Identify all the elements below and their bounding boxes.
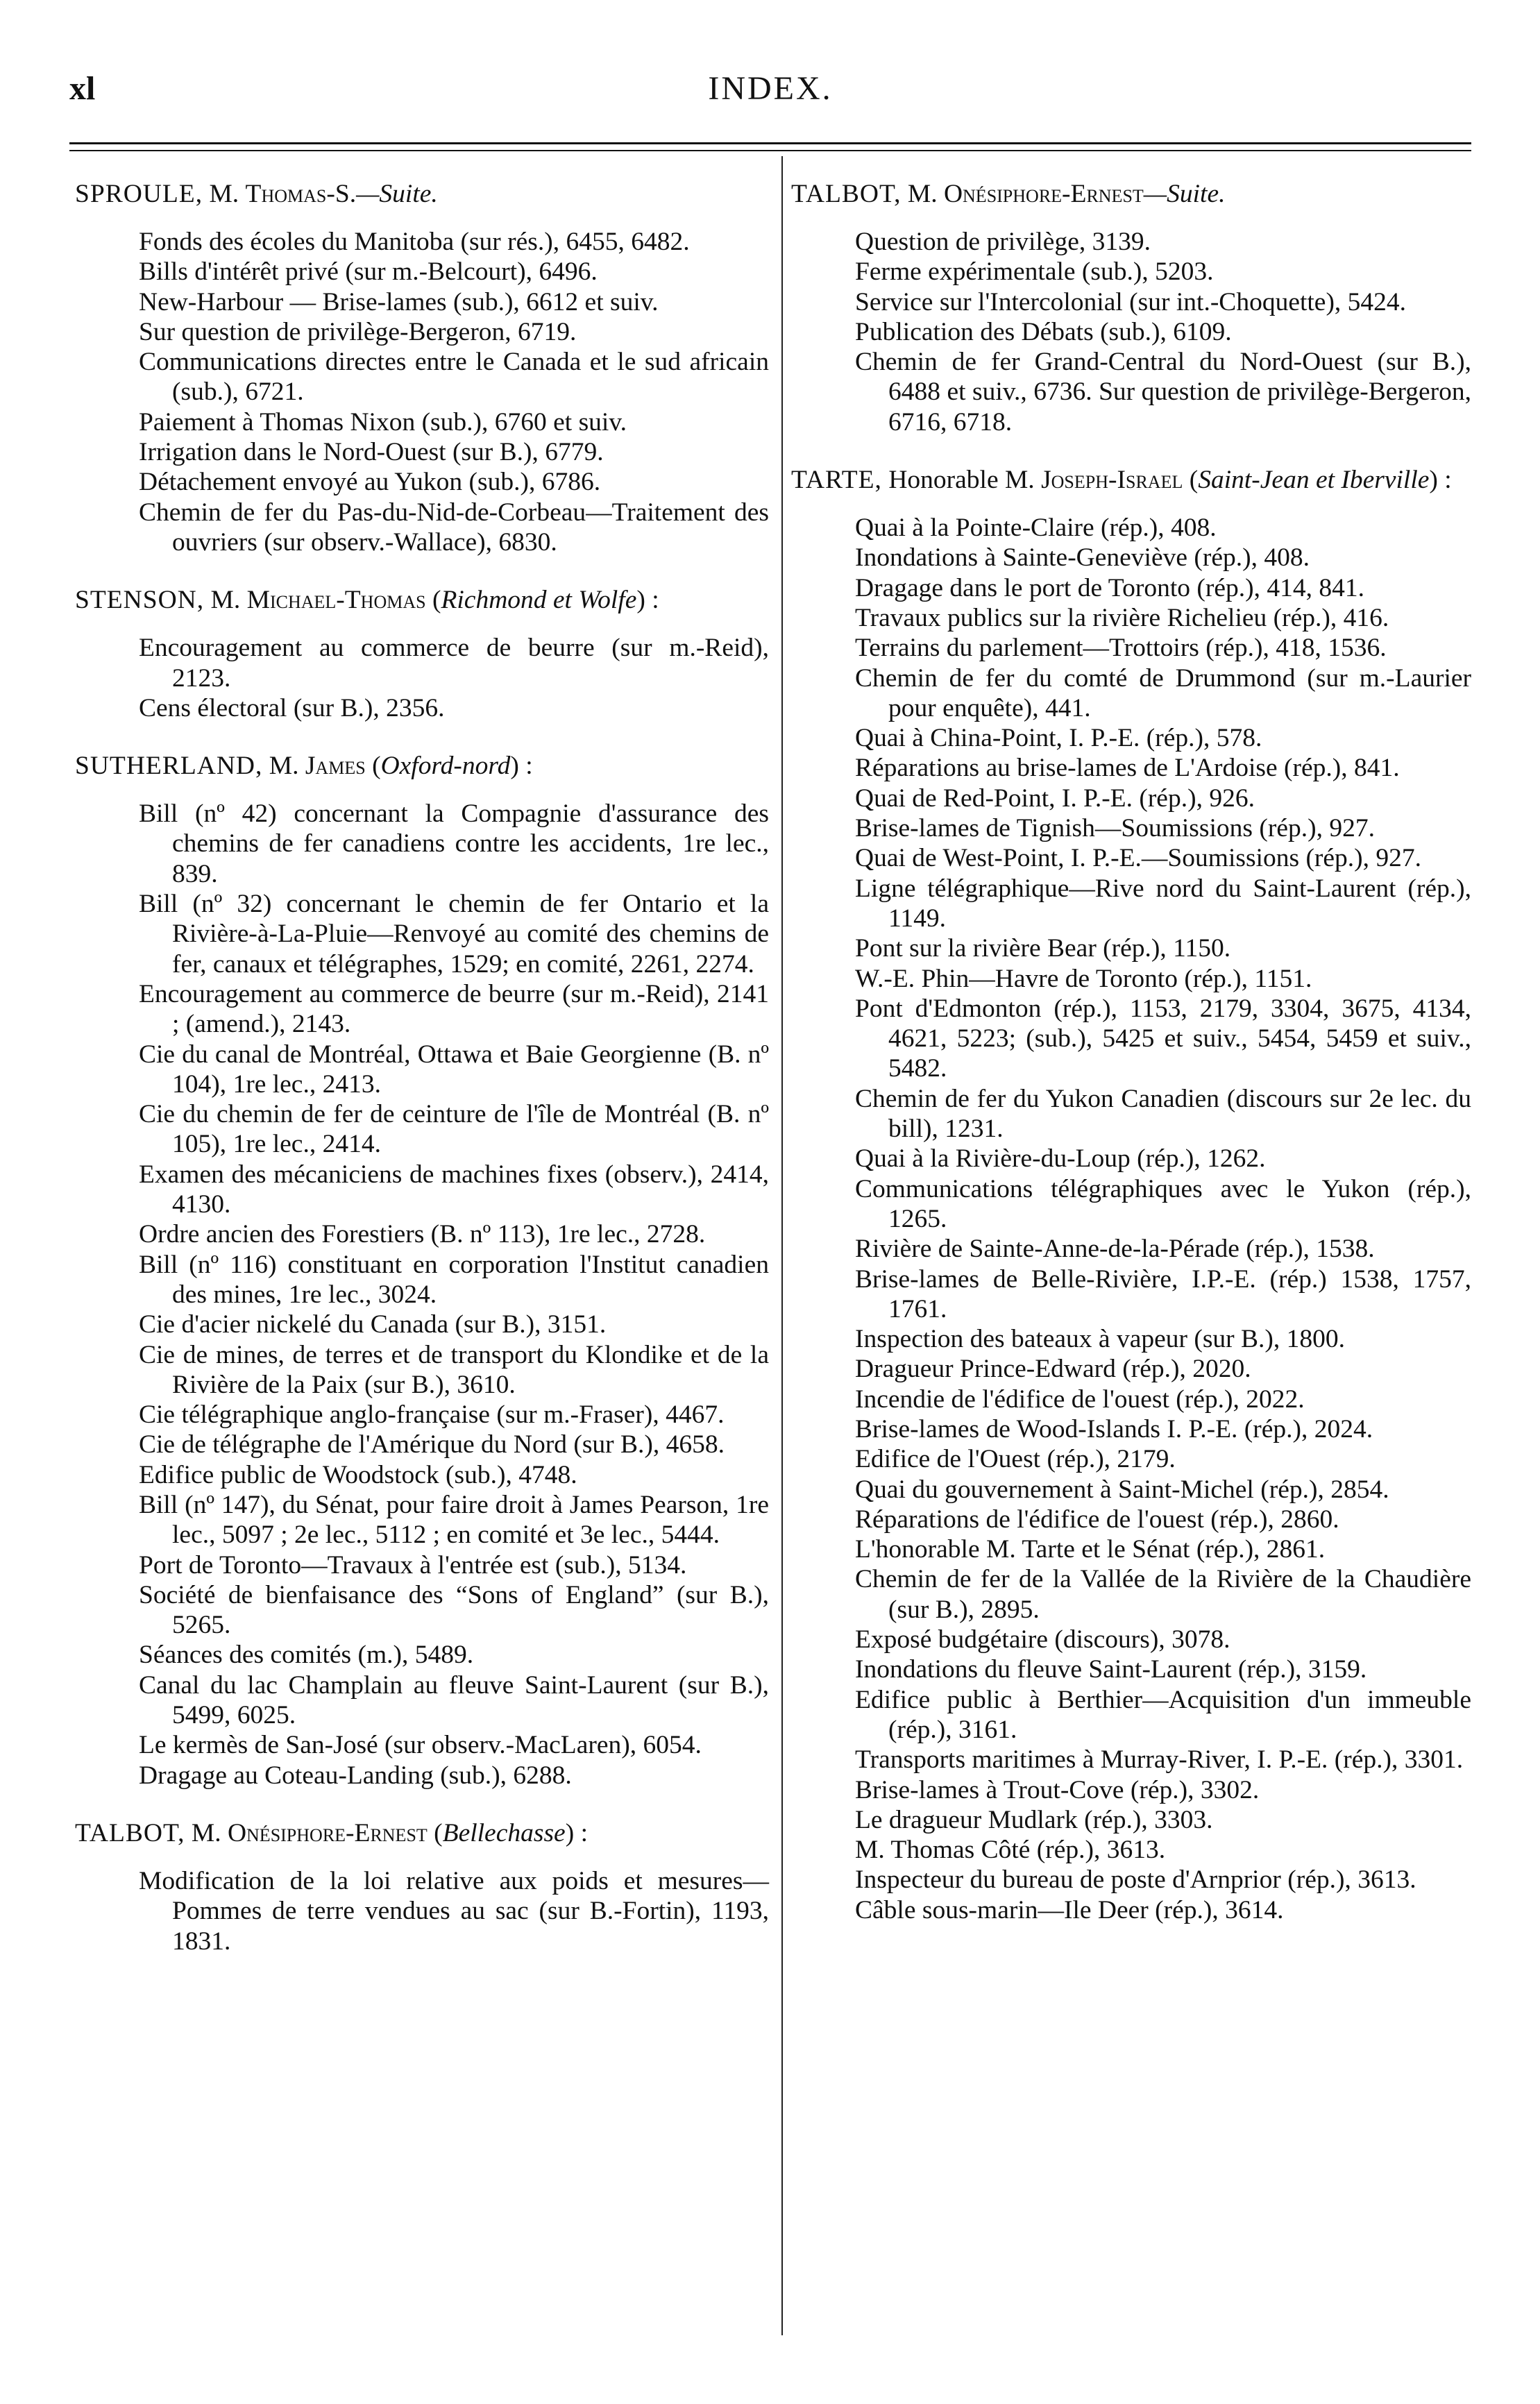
entry-heading: SUTHERLAND, M. James (Oxford-nord) :: [75, 752, 533, 781]
column-divider: [781, 156, 783, 2335]
heading-suffix: :: [574, 1818, 588, 1847]
member-given-name: James: [305, 752, 366, 781]
member-riding: Bellechasse: [442, 1818, 566, 1847]
index-item: Encouragement au commerce de beurre (sur m.-Reid), 2123.: [139, 634, 769, 693]
index-item: Canal du lac Champlain au fleuve Saint-Laurent (sur B.), 5499, 6025.: [139, 1670, 769, 1730]
index-item: Séances des comités (m.), 5489.: [139, 1641, 474, 1670]
index-item: Publication des Débats (sub.), 6109.: [855, 317, 1232, 346]
heading-suffix: :: [645, 586, 659, 615]
index-entry: [791, 179, 1471, 437]
index-item: L'honorable M. Tarte et le Sénat (rép.), 2861.: [855, 1535, 1326, 1564]
member-title: M.: [209, 180, 239, 208]
member-given-name: Michael-Thomas: [246, 586, 426, 615]
index-item: Bill (nº 116) constituant en corporation l'Institut canadien des mines, 1re lec., 3024.: [139, 1250, 769, 1309]
index-item: Dragueur Prince-Edward (rép.), 2020.: [855, 1355, 1251, 1384]
index-item: Cens électoral (sur B.), 2356.: [139, 693, 445, 722]
member-title: M.: [907, 180, 938, 208]
index-item: Cie du chemin de fer de ceinture de l'île de Montréal (B. nº 105), 1re lec., 2414.: [139, 1100, 769, 1159]
index-item: Quai à la Rivière-du-Loup (rép.), 1262.: [855, 1144, 1266, 1174]
page-number: xl: [69, 70, 96, 107]
index-item: Question de privilège, 3139.: [855, 228, 1151, 256]
entry-items: [75, 799, 769, 1791]
member-title: M.: [210, 586, 241, 615]
entry-items: [75, 633, 769, 723]
index-item: Exposé budgétaire (discours), 3078.: [855, 1625, 1230, 1654]
index-item: Fonds des écoles du Manitoba (sur rés.), 6455, 6482.: [139, 228, 690, 256]
member-surname: STENSON,: [75, 586, 205, 615]
index-item: Quai à la Pointe-Claire (rép.), 408.: [855, 514, 1217, 543]
index-item: Quai du gouvernement à Saint-Michel (rép.), 2854.: [855, 1475, 1389, 1504]
index-item: Edifice de l'Ouest (rép.), 2179.: [855, 1445, 1176, 1474]
member-given-name: Joseph-Israel: [1041, 466, 1183, 495]
index-item: Modification de la loi relative aux poids et mesures—Pommes de terre vendues au sac (sur B.-Fortin), 1193, 1831.: [139, 1866, 769, 1956]
index-item: Incendie de l'édifice de l'ouest (rép.), 2022.: [855, 1385, 1305, 1414]
entry-items: [75, 1866, 769, 1956]
index-item: W.-E. Phin—Havre de Toronto (rép.), 1151.: [855, 964, 1312, 993]
index-item: Pont sur la rivière Bear (rép.), 1150.: [855, 934, 1231, 963]
index-item: Chemin de fer Grand-Central du Nord-Ouest (sur B.), 6488 et suiv., 6736. Sur question de privilège-Bergeron, 6716, 6718.: [855, 348, 1471, 437]
index-item: Quai à China-Point, I. P.-E. (rép.), 578.: [855, 724, 1262, 753]
index-item: New-Harbour — Brise-lames (sub.), 6612 et suiv.: [139, 287, 659, 316]
index-item: Société de bienfaisance des “Sons of England” (sur B.), 5265.: [139, 1580, 769, 1640]
index-item: Cie d'acier nickelé du Canada (sur B.), 3151.: [139, 1310, 607, 1339]
index-item: Quai de West-Point, I. P.-E.—Soumissions (rép.), 927.: [855, 844, 1422, 873]
index-item: Cie du canal de Montréal, Ottawa et Baie Georgienne (B. nº 104), 1re lec., 2413.: [139, 1040, 769, 1099]
heading-suffix: :: [1437, 466, 1452, 495]
index-item: Chemin de fer du Pas-du-Nid-de-Corbeau—Traitement des ouvriers (sur observ.-Wallace), 6830.: [139, 498, 769, 557]
index-item: Dragage dans le port de Toronto (rép.), 414, 841.: [855, 573, 1364, 602]
index-entry: [75, 751, 769, 1791]
right-column: [791, 179, 1471, 1953]
index-item: Brise-lames à Trout-Cove (rép.), 3302.: [855, 1775, 1260, 1804]
index-item: Détachement envoyé au Yukon (sub.), 6786.: [139, 468, 601, 497]
index-item: Dragage au Coteau-Landing (sub.), 6288.: [139, 1761, 572, 1790]
index-item: Câble sous-marin—Ile Deer (rép.), 3614.: [855, 1895, 1284, 1924]
member-surname: SUTHERLAND,: [75, 752, 263, 781]
index-item: Brise-lames de Wood-Islands I. P.-E. (rép.), 2024.: [855, 1414, 1373, 1444]
index-item: Sur question de privilège-Bergeron, 6719.: [139, 317, 577, 346]
member-title: Honorable M.: [888, 466, 1035, 495]
member-given-name: Thomas-S.: [245, 180, 357, 208]
left-column: [75, 179, 769, 1984]
heading-suffix: —Suite.: [1143, 180, 1226, 208]
entry-items: [75, 227, 769, 557]
index-item: Chemin de fer de la Vallée de la Rivière de la Chaudière (sur B.), 2895.: [855, 1565, 1471, 1624]
index-item: Quai de Red-Point, I. P.-E. (rép.), 926.: [855, 784, 1255, 813]
member-title: M.: [191, 1818, 221, 1847]
member-riding: Oxford-nord: [380, 752, 511, 781]
index-item: Chemin de fer du Yukon Canadien (discours sur 2e lec. du bill), 1231.: [855, 1084, 1471, 1144]
index-item: Bill (nº 147), du Sénat, pour faire droit à James Pearson, 1re lec., 5097 ; 2e lec., 5112 ; en comité et 3e lec., 5444.: [139, 1490, 769, 1550]
index-item: Bill (nº 42) concernant la Compagnie d'assurance des chemins de fer canadiens contre les accidents, 1re lec., 839.: [139, 799, 769, 888]
index-item: Examen des mécaniciens de machines fixes (observ.), 2414, 4130.: [139, 1160, 769, 1219]
index-item: Réparations au brise-lames de L'Ardoise (rép.), 841.: [855, 754, 1400, 783]
member-riding: Richmond et Wolfe: [441, 586, 637, 615]
index-item: Edifice public à Berthier—Acquisition d'un immeuble (rép.), 3161.: [855, 1685, 1471, 1744]
index-entry: [791, 465, 1471, 1925]
index-item: Inondations du fleuve Saint-Laurent (rép.), 3159.: [855, 1655, 1367, 1684]
member-title: M.: [269, 752, 299, 781]
index-item: Edifice public de Woodstock (sub.), 4748.: [139, 1460, 577, 1489]
index-item: Inondations à Sainte-Geneviève (rép.), 408.: [855, 543, 1310, 573]
index-item: Terrains du parlement—Trottoirs (rép.), 418, 1536.: [855, 634, 1387, 663]
entry-heading: TARTE, Honorable M. Joseph-Israel (Saint-Jean et Iberville) :: [791, 466, 1452, 495]
index-item: Paiement à Thomas Nixon (sub.), 6760 et suiv.: [139, 407, 627, 437]
index-item: Rivière de Sainte-Anne-de-la-Pérade (rép.), 1538.: [855, 1235, 1375, 1264]
index-item: Bills d'intérêt privé (sur m.-Belcourt), 6496.: [139, 257, 598, 287]
index-item: Inspecteur du bureau de poste d'Arnprior (rép.), 3613.: [855, 1865, 1416, 1895]
index-entry: [75, 179, 769, 557]
index-item: Transports maritimes à Murray-River, I. P.-E. (rép.), 3301.: [855, 1745, 1464, 1775]
index-item: Pont d'Edmonton (rép.), 1153, 2179, 3304, 3675, 4134, 4621, 5223; (sub.), 5425 et suiv., 5454, 5459 et suiv., 5482.: [855, 994, 1471, 1083]
index-item: Brise-lames de Belle-Rivière, I.P.-E. (rép.) 1538, 1757, 1761.: [855, 1264, 1471, 1323]
index-item: Service sur l'Intercolonial (sur int.-Choquette), 5424.: [855, 287, 1407, 316]
index-item: Communications directes entre le Canada et le sud africain (sub.), 6721.: [139, 348, 769, 407]
index-item: Ordre ancien des Forestiers (B. nº 113), 1re lec., 2728.: [139, 1220, 706, 1249]
heading-suffix: :: [518, 752, 533, 781]
entry-heading: [791, 179, 1471, 209]
index-item: Port de Toronto—Travaux à l'entrée est (sub.), 5134.: [139, 1550, 687, 1580]
index-item: Réparations de l'édifice de l'ouest (rép.), 2860.: [855, 1505, 1339, 1534]
member-surname: TARTE,: [791, 466, 882, 495]
entry-heading: [75, 179, 769, 209]
running-title: INDEX.: [708, 70, 833, 107]
index-item: Communications télégraphiques avec le Yukon (rép.), 1265.: [855, 1174, 1471, 1233]
index-item: Cie de mines, de terres et de transport du Klondike et de la Rivière de la Paix (sur B.), 3610.: [139, 1340, 769, 1399]
entry-items: [791, 227, 1471, 437]
entry-heading: STENSON, M. Michael-Thomas (Richmond et Wolfe) :: [75, 586, 659, 615]
member-given-name: Onésiphore-Ernest: [943, 180, 1144, 208]
index-entry: [75, 585, 769, 723]
index-item: Le dragueur Mudlark (rép.), 3303.: [855, 1805, 1213, 1834]
index-item: Cie télégraphique anglo-française (sur m.-Fraser), 4467.: [139, 1400, 725, 1430]
index-item: Irrigation dans le Nord-Ouest (sur B.), 6779.: [139, 438, 604, 467]
member-riding: Saint-Jean et Iberville: [1198, 466, 1430, 495]
header-rule: [69, 142, 1471, 144]
page-header: [69, 69, 1471, 118]
index-item: Encouragement au commerce de beurre (sur m.-Reid), 2141 ; (amend.), 2143.: [139, 979, 769, 1039]
entry-heading: TALBOT, M. Onésiphore-Ernest (Bellechasse) :: [75, 1818, 588, 1847]
index-item: Bill (nº 32) concernant le chemin de fer Ontario et la Rivière-à-La-Pluie—Renvoyé au comité des chemins de fer, canaux et télégraphes, 1529; en comité, 2261, 2274.: [139, 890, 769, 979]
index-item: Cie de télégraphe de l'Amérique du Nord (sur B.), 4658.: [139, 1430, 725, 1459]
index-item: Brise-lames de Tignish—Soumissions (rép.), 927.: [855, 814, 1375, 843]
index-item: Le kermès de San-José (sur observ.-MacLaren), 6054.: [139, 1731, 702, 1760]
index-entry: [75, 1818, 769, 1956]
index-item: M. Thomas Côté (rép.), 3613.: [855, 1836, 1166, 1865]
member-given-name: Onésiphore-Ernest: [227, 1818, 428, 1847]
member-surname: SPROULE,: [75, 180, 203, 208]
index-item: Ligne télégraphique—Rive nord du Saint-Laurent (rép.), 1149.: [855, 874, 1471, 933]
heading-suffix: —Suite.: [356, 180, 438, 208]
member-surname: TALBOT,: [75, 1818, 185, 1847]
index-item: Inspection des bateaux à vapeur (sur B.), 1800.: [855, 1325, 1346, 1354]
entry-items: [791, 513, 1471, 1925]
index-item: Chemin de fer du comté de Drummond (sur m.-Laurier pour enquête), 441.: [855, 663, 1471, 722]
member-surname: TALBOT,: [791, 180, 902, 208]
header-rule-thin: [69, 150, 1471, 151]
index-item: Ferme expérimentale (sub.), 5203.: [855, 257, 1214, 287]
index-item: Travaux publics sur la rivière Richelieu (rép.), 416.: [855, 603, 1389, 632]
